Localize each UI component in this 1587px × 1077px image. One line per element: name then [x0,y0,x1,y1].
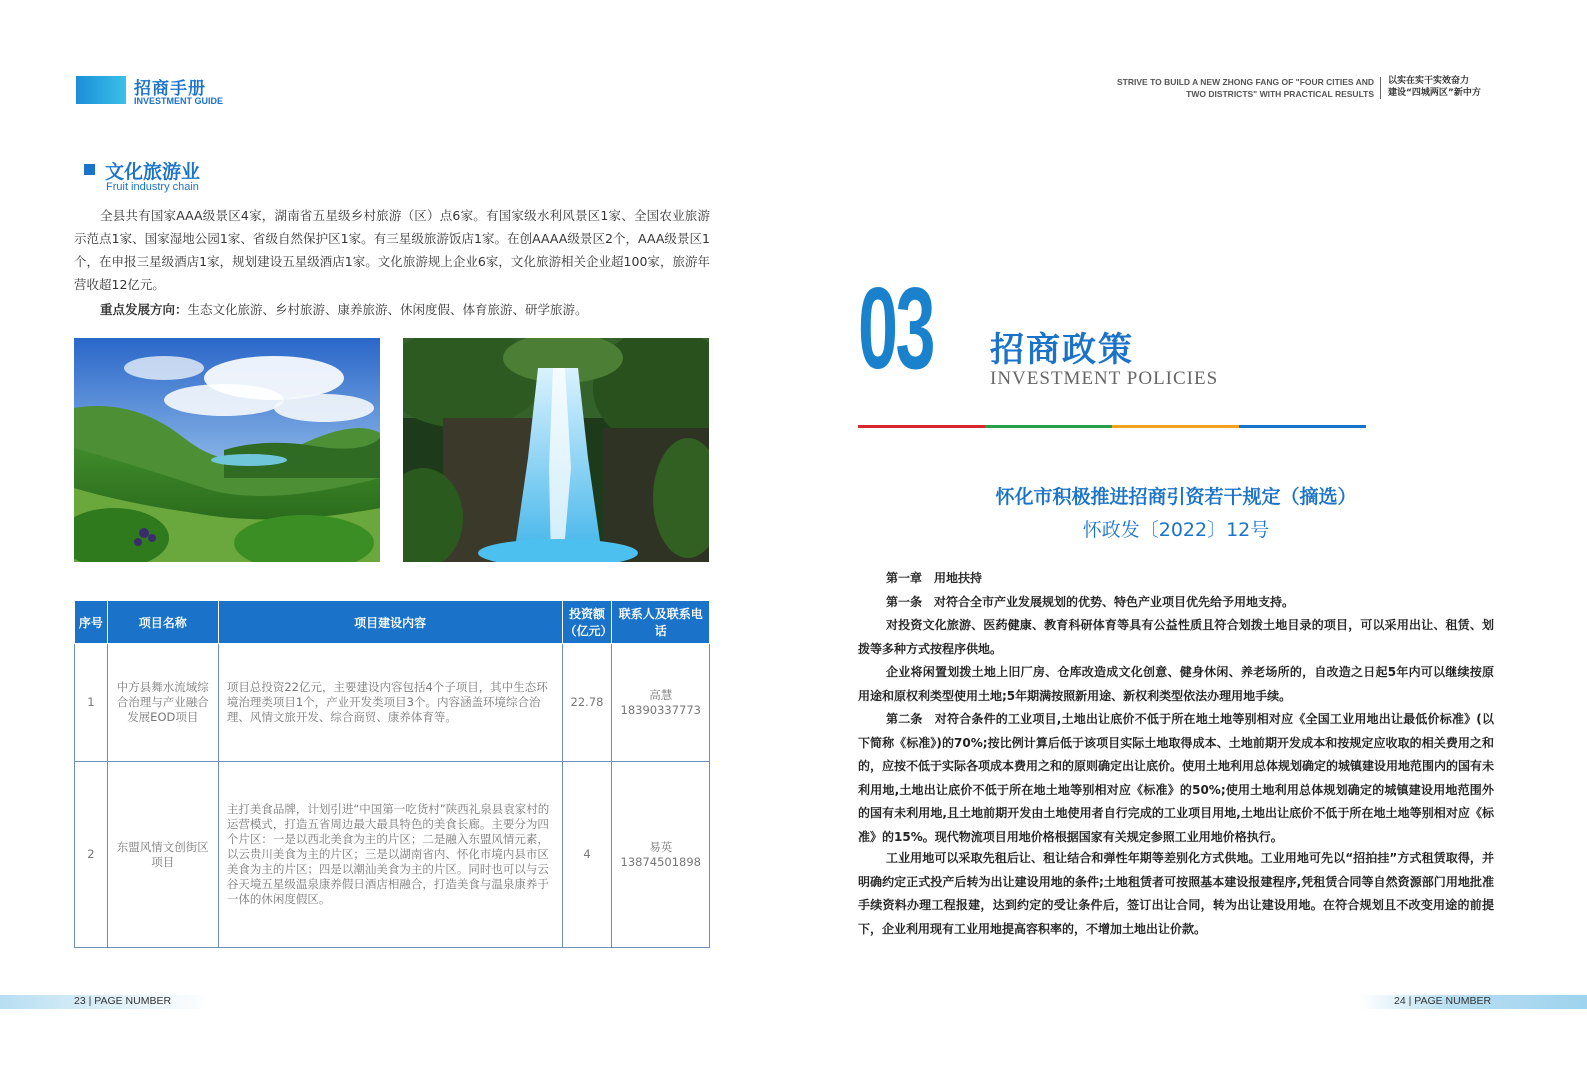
row-content: 项目总投资22亿元，主要建设内容包括4个子项目，其中生态环境治理类项目1个，产业开发类项目3个。内容涵盖环境综合治理、风情文旅开发、综合商贸、康养体育等。 [218,644,562,762]
header-right-en-line2: TWO DISTRICTS" WITH PRACTICAL RESULTS [1186,89,1374,99]
document-title: 怀化市积极推进招商引资若干规定（摘选） [995,486,1357,508]
policy-paragraph: 第二条 对符合条件的工业项目,土地出让底价不低于所在地土地等别相对应《全国工业用地出让最低价标准》(以下简称《标准》)的70%;按比例计算后低于该项目实际土地取得成本、土地前期开发成本和按规定应收取的相关费用之和的，应按不低于实际各项成本费用之和的原则确定出让底价。使用土地利用总体规划确定的城镇建设用地范围内的国有未利用地,土地出让底价不低于所在地土地等别相对应《标准》的50%;使用土地利用总体规划确定的城镇建设用地范围外的国有未利用地,且土地前期开发由土地使用者自行完成的工业项目用地,土地出让底价不低于所在地土地等别相对应《标准》的15%。现代物流项目用地价格根据国家有关规定参照工业用地价格执行。 [858,712,1495,844]
landscape-photo [74,338,380,562]
contact-phone: 13874501898 [620,854,701,869]
focus-label: 重点发展方向： [100,302,188,317]
table-header-no: 序号 [75,601,108,644]
chapter-number: 03 [858,263,934,393]
policy-paragraph: 企业将闲置划拨土地上旧厂房、仓库改造成文化创意、健身休闲、养老场所的，自改造之日起5年内可以继续按原用途和原权利类型使用土地;5年期满按照新用途、新权利类型依法办理用地手续。 [858,665,1494,703]
policy-title-en: INVESTMENT POLICIES [990,368,1219,389]
table-header-row [75,601,710,644]
header-title: 招商手册 [134,79,206,99]
contact-phone: 18390337773 [620,702,701,717]
color-bar-blue [1239,425,1366,428]
table-row [75,762,710,948]
header-right-divider [1380,77,1381,99]
document-number: 怀政发〔2022〕12号 [1082,519,1270,541]
table-header-name: 项目名称 [107,601,218,644]
policy-paragraph: 对投资文化旅游、医药健康、教育科研体育等具有公益性质且符合划拨土地目录的项目，可以采用出让、租赁、划拨等多种方式按程序供地。 [858,618,1494,656]
header-right-chinese [1388,75,1481,99]
focus-paragraph [74,298,710,321]
section-subtitle: Fruit industry chain [106,181,199,193]
section-paragraph: 全县共有国家AAA级景区4家，湖南省五星级乡村旅游（区）点6家。有国家级水利风景区1家、全国农业旅游示范点1家、国家湿地公园1家、省级自然保护区1家。有三星级旅游饭店1家。在创AAAA级景区2个，AAA级景区1个，在申报三星级酒店1家，规划建设五星级酒店1家。文化旅游规上企业6家，文化旅游相关企业超100家，旅游年营收超12亿元。 [74,208,710,292]
waterfall-photo [403,338,709,562]
color-divider-bar [858,425,1366,428]
row-amount: 4 [562,762,612,948]
header-right-english [1074,76,1374,100]
header-logo-block [76,76,126,104]
policy-paragraph: 工业用地可以采取先租后让、租让结合和弹性年期等差别化方式供地。工业用地可先以“招拍挂”方式租赁取得，并明确约定正式投产后转为出让建设用地的条件;土地租赁者可按照基本建设报建程序,凭租赁合同等自然资源部门用地批准手续资料办理工程报建，达到约定的受让条件后，签订出让合同，转为出让建设用地。在符合规划且不改变用途的前提下，企业利用现有工业用地提高容积率的，不增加土地出让价款。 [858,851,1494,936]
header-right-cn-line1: 以实在实干实效奋力 [1388,76,1470,86]
section-marker-icon [84,164,95,175]
policy-title-cn: 招商政策 [990,330,1134,370]
table-header-amount: 投资额（亿元） [562,601,612,644]
project-table [74,600,710,948]
row-name: 东盟风情文创街区项目 [107,762,218,948]
header-subtitle: INVESTMENT GUIDE [134,96,224,106]
policy-paragraph: 第一条 对符合全市产业发展规划的优势、特色产业项目优先给予用地支持。 [886,595,1295,609]
contact-name: 易英 [649,839,673,854]
contact-name: 高慧 [649,687,673,702]
row-contact [612,762,710,948]
table-row [75,644,710,762]
focus-text: 生态文化旅游、乡村旅游、康养旅游、休闲度假、体育旅游、研学旅游。 [187,302,588,317]
row-no: 1 [75,644,108,762]
footer-left-page-number: 23 | PAGE NUMBER [74,995,172,1007]
table-header-content: 项目建设内容 [218,601,562,644]
section-title: 文化旅游业 [105,161,201,183]
policy-chapter-heading: 第一章 用地扶持 [886,571,983,585]
table-header-contact: 联系人及联系电话 [612,601,710,644]
row-name: 中方县舞水流域综合治理与产业融合发展EOD项目 [107,644,218,762]
row-contact [612,644,710,762]
color-bar-orange [1112,425,1239,428]
header-right-en-line1: STRIVE TO BUILD A NEW ZHONG FANG OF "FOUR CITIES AND [1117,77,1374,87]
color-bar-red [858,425,985,428]
row-amount: 22.78 [562,644,612,762]
row-content: 主打美食品牌，计划引进“中国第一吃货村”陕西礼泉县袁家村的运营模式，打造五省周边最大最具特色的美食长廊。主要分为四个片区：一是以西北美食为主的片区；二是融入东盟风情元素，以云贵川美食为主的片区；三是以湖南省内、怀化市境内县市区美食为主的片区；四是以潮汕美食为主的片区。同时也可以与云谷天境五星级温泉康养假日酒店相融合，打造美食与温泉康养于一体的休闲度假区。 [218,762,562,948]
footer-right-page-number: 24 | PAGE NUMBER [1394,995,1492,1007]
header-right-cn-line2: 建设“四城两区”新中方 [1388,88,1481,98]
row-no: 2 [75,762,108,948]
color-bar-green [985,425,1112,428]
